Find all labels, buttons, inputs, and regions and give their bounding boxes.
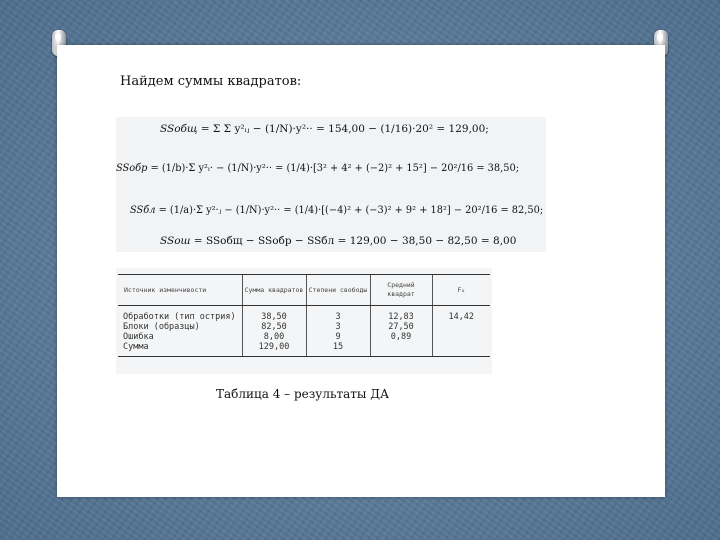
table-caption: Таблица 4 – результаты ДА [216,387,390,401]
table-header-cell: Источник изменчивости [118,275,242,306]
formula-block [116,117,546,252]
formula-lhs: SSош = [160,235,203,247]
table-cell-source: Обработки (тип острия) Блоки (образцы) Ошибка Сумма [123,312,236,352]
table-header-row [118,275,490,306]
table-header-cell: Средний квадрат [370,275,432,306]
table-cell-mean-square: 12,83 27,50 0,89 [370,306,432,353]
anova-table-image [116,268,492,374]
formula-rhs: Σ Σ y²ᵢⱼ − (1/N)·y²·· = 154,00 − (1/16)·20² = 129,00; [212,123,489,135]
formula-ss-blocks [130,205,543,216]
anova-table [118,274,490,357]
formula-ss-total [160,123,489,135]
table-bottom-rule [118,352,490,357]
table-header-cell: F₀ [432,275,490,306]
formula-lhs: SSобр = [116,163,159,174]
formula-lhs: SSобщ = [160,123,210,135]
slide-heading: Найдем суммы квадратов: [120,74,302,89]
formula-rhs: (1/b)·Σ y²ᵢ· − (1/N)·y²·· = (1/4)·[3² + 4² + (−2)² + 15²] − 20²/16 = 38,50; [161,163,520,174]
table-header-cell: Сумма квадратов [242,275,306,306]
table-cell-f-value: 14,42 [432,306,490,353]
formula-ss-treatments [116,163,519,174]
table-cell-degrees-freedom: 3 3 9 15 [306,306,370,353]
table-cell-sum-squares: 38,50 82,50 8,00 129,00 [242,306,306,353]
table-row [118,306,490,353]
formula-lhs: SSбл = [130,205,167,216]
formula-rhs: (1/a)·Σ y²·ⱼ − (1/N)·y²·· = (1/4)·[(−4)² + (−3)² + 9² + 18²] − 20²/16 = 82,50; [169,205,544,216]
formula-rhs: SSобщ − SSобр − SSбл = 129,00 − 38,50 − 82,50 = 8,00 [205,235,517,247]
table-header-cell: Степени свободы [306,275,370,306]
formula-ss-error [160,235,516,247]
